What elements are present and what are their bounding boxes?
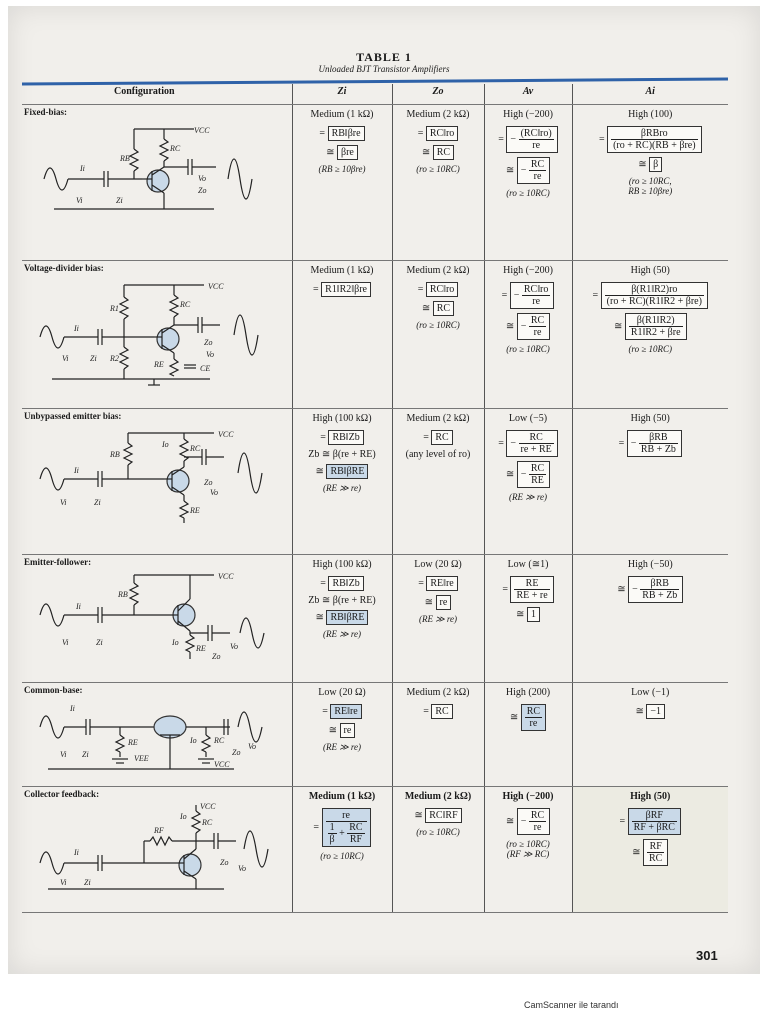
ai-cell: High (50) = − $\frac{\text{βRB}}{RB + Zb}$ xyxy=(572,409,728,555)
zo-cell: Medium (2 kΩ) = RC (any level of ro) xyxy=(392,409,484,555)
label-vi: Vi xyxy=(62,638,69,647)
zi-cell: Low (20 Ω) = RE‖re ≅ re (RE ≫ re) xyxy=(292,683,392,787)
label-ii: Ii xyxy=(70,704,75,713)
table-row xyxy=(22,683,728,787)
config-label: Voltage-divider bias: xyxy=(24,263,104,273)
zo-level: Medium (2 kΩ) xyxy=(406,687,470,698)
label-vi: Vi xyxy=(76,196,83,205)
label-vi: Vi xyxy=(62,354,69,363)
label-zo: Zo xyxy=(204,338,213,347)
label-zi: Zi xyxy=(116,196,123,205)
zi-condition: (RE ≫ re) xyxy=(322,483,362,493)
zi-condition: (RE ≫ re) xyxy=(322,742,362,752)
zi-condition: (RE ≫ re) xyxy=(322,629,362,639)
label-ii: Ii xyxy=(76,602,81,611)
label-rf: RF xyxy=(154,826,164,835)
label-ii: Ii xyxy=(74,848,79,857)
av-condition: (ro ≥ 10RC) xyxy=(506,188,550,198)
av-cell: High (−200) = − $\frac{(RC‖ro)}{re}$ ≅ − $\frac{RC}{re}$ (ro ≥ 10RC) xyxy=(484,105,572,261)
av-approx-num: RC xyxy=(530,463,545,474)
label-rb: RB xyxy=(110,450,120,459)
zi-cell: High (100 kΩ) = RB‖Zb Zb ≅ β(re + RE) ≅ RB‖βRE (RE ≫ re) xyxy=(292,409,392,555)
zo-cell: Medium (2 kΩ) = RC‖ro ≅ RC (ro ≥ 10RC) xyxy=(392,105,484,261)
label-zo: Zo xyxy=(220,858,229,867)
zi-level: Medium (1 kΩ) xyxy=(308,791,376,802)
table-subtitle: Unloaded BJT Transistor Amplifiers xyxy=(318,64,450,74)
config-cell xyxy=(22,105,292,261)
zo-approx: RC xyxy=(433,145,454,160)
label-re: RE xyxy=(128,738,138,747)
fixed-bias-circuit xyxy=(24,119,284,247)
zi-cell: Medium (1 kΩ) = re $\frac{1}{\beta}$ + $\frac{RC}{RF}$ (ro ≥ 10RC) xyxy=(292,787,392,913)
ai-condition-2: RB ≥ 10βre) xyxy=(628,186,673,196)
zo-formula: RC‖ro xyxy=(426,126,458,141)
zi-formula: RB‖Zb xyxy=(328,430,363,445)
config-cell xyxy=(22,683,292,787)
label-vo: Vo xyxy=(210,488,218,497)
header-av: Av xyxy=(484,84,572,105)
av-den: re xyxy=(532,140,541,151)
collector-feedback-circuit xyxy=(24,801,284,893)
label-rb: RB xyxy=(118,590,128,599)
av-cell: High (−200) ≅ − $\frac{RC}{re}$ (ro ≥ 10RC) (RF ≫ RC) xyxy=(484,787,572,913)
av-num: RC xyxy=(519,432,554,444)
ai-level: High (50) xyxy=(630,791,671,802)
zo-cell: Medium (2 kΩ) ≅ RC‖RF (ro ≥ 10RC) xyxy=(392,787,484,913)
zo-formula: RC xyxy=(431,704,452,719)
av-num: RC xyxy=(526,706,541,717)
table-row xyxy=(22,555,728,683)
header-zi: Zi xyxy=(292,84,392,105)
label-ii: Ii xyxy=(74,324,79,333)
av-num: RC‖ro xyxy=(523,284,549,295)
zi-zb-formula: Zb ≅ β(re + RE) xyxy=(308,595,376,606)
ai-level: High (50) xyxy=(630,413,670,424)
label-vcc: VCC xyxy=(200,802,216,811)
zi-approx: βre xyxy=(337,145,358,160)
zo-formula: RC xyxy=(431,430,452,445)
zi-formula: R1‖R2‖βre xyxy=(321,282,371,297)
ai-cell: Low (−1) ≅ −1 xyxy=(572,683,728,787)
zi-den-2n: RC xyxy=(349,822,363,833)
header-configuration: Configuration xyxy=(22,84,292,105)
ai-formula: −1 xyxy=(646,704,665,719)
av-num: RE xyxy=(514,578,549,590)
table-row xyxy=(22,105,728,261)
label-vi: Vi xyxy=(60,498,67,507)
zi-formula: RB‖Zb xyxy=(328,576,363,591)
av-approx: 1 xyxy=(527,607,540,622)
zi-condition: (RB ≥ 10βre) xyxy=(318,164,366,174)
scanned-page xyxy=(8,6,760,974)
av-den: RE + re xyxy=(516,590,548,601)
zo-note: (any level of ro) xyxy=(405,449,471,460)
ai-cell: High (100) = $\frac{\text{βRBro}}{\text{(ro + RC)(RB + βre)}}$ ≅ β (ro ≥ 10RC, RB ≥ 10βre) xyxy=(572,105,728,261)
zo-condition: (ro ≥ 10RC) xyxy=(416,827,460,837)
av-den: re + RE xyxy=(520,444,552,455)
zi-approx: re xyxy=(340,723,356,738)
zo-condition: (RE ≫ re) xyxy=(418,614,458,624)
label-vcc: VCC xyxy=(218,430,234,439)
ai-den: (ro + RC)(RB + βre) xyxy=(613,140,696,151)
zo-formula: RE‖re xyxy=(426,576,457,591)
ai-condition-1: (ro ≥ 10RC, xyxy=(628,176,672,186)
ai-approx: β xyxy=(649,157,662,172)
ai-approx-den: R1‖R2 + βre xyxy=(630,327,681,338)
label-vcc: VCC xyxy=(218,572,234,581)
ai-cell: High (50) = $\frac{\text{βRF}}{\text{RF + βRC}}$ ≅ $\frac{RF}{RC}$ xyxy=(572,787,728,913)
zo-condition: (ro ≥ 10RC) xyxy=(416,164,460,174)
config-label: Emitter-follower: xyxy=(24,557,92,567)
av-level: Low (−5) xyxy=(508,413,548,424)
zo-cell: Medium (2 kΩ) = RC‖ro ≅ RC (ro ≥ 10RC) xyxy=(392,261,484,409)
label-re: RE xyxy=(190,506,200,515)
table-row xyxy=(22,409,728,555)
av-approx-num: RC xyxy=(530,159,545,170)
label-vcc: VCC xyxy=(208,282,224,291)
label-vo: Vo xyxy=(198,174,206,183)
ai-cell: High (−50) ≅ − $\frac{\text{βRB}}{RB + Zb}$ xyxy=(572,555,728,683)
av-cell: Low (≅1) = $\frac{RE}{RE + re}$ ≅ 1 xyxy=(484,555,572,683)
zo-level: Medium (2 kΩ) xyxy=(406,109,470,120)
label-zo: Zo xyxy=(204,478,213,487)
ai-level: High (50) xyxy=(630,265,670,276)
zo-formula: RC‖RF xyxy=(425,808,461,823)
ai-approx-num: β(R1‖R2) xyxy=(629,315,683,327)
zi-level: Medium (1 kΩ) xyxy=(310,109,374,120)
label-zi: Zi xyxy=(84,878,91,887)
av-den: re xyxy=(529,718,538,729)
ai-level: High (100) xyxy=(628,109,673,120)
label-ii: Ii xyxy=(74,466,79,475)
label-rc: RC xyxy=(190,444,201,453)
config-cell xyxy=(22,261,292,409)
zi-formula: RE‖re xyxy=(330,704,361,719)
label-vee: VEE xyxy=(134,754,149,763)
page-number: 301 xyxy=(696,948,718,963)
ai-den: (ro + RC)(R1‖R2 + βre) xyxy=(606,296,702,307)
av-condition-2: (RF ≫ RC) xyxy=(506,849,550,859)
label-io: Io xyxy=(180,812,187,821)
ai-num: βRB xyxy=(639,432,678,444)
av-approx-den: re xyxy=(533,327,542,338)
config-label: Unbypassed emitter bias: xyxy=(24,411,122,421)
config-cell xyxy=(22,787,292,913)
zi-cell: Medium (1 kΩ) = RB‖βre ≅ βre (RB ≥ 10βre) xyxy=(292,105,392,261)
label-vcc: VCC xyxy=(214,760,230,769)
ai-level: High (−50) xyxy=(627,559,673,570)
av-approx-num: RC xyxy=(530,315,545,326)
label-zi: Zi xyxy=(90,354,97,363)
label-rc: RC xyxy=(202,818,213,827)
config-label: Fixed-bias: xyxy=(24,107,68,117)
label-r1: R1 xyxy=(110,304,119,313)
table-title: TABLE 1 xyxy=(356,50,412,64)
header-zo: Zo xyxy=(392,84,484,105)
av-level: High (−200) xyxy=(503,265,553,276)
config-cell xyxy=(22,409,292,555)
label-ce: CE xyxy=(200,364,211,373)
label-re: RE xyxy=(196,644,206,653)
av-level: High (−200) xyxy=(503,109,553,120)
av-approx-den: re xyxy=(533,171,542,182)
zi-approx: RB‖βRE xyxy=(326,610,368,625)
zo-approx: RC xyxy=(433,301,454,316)
zo-cell: Low (20 Ω) = RE‖re ≅ re (RE ≫ re) xyxy=(392,555,484,683)
label-ii: Ii xyxy=(80,164,85,173)
zi-den-1n: 1 xyxy=(328,822,337,834)
zo-approx: re xyxy=(436,595,452,610)
label-io: Io xyxy=(162,440,169,449)
ai-den: RB + Zb xyxy=(640,444,676,455)
label-vcc: VCC xyxy=(194,126,210,135)
config-cell xyxy=(22,555,292,683)
label-rc: RC xyxy=(170,144,181,153)
amplifier-table xyxy=(22,84,728,913)
label-vi: Vi xyxy=(60,750,67,759)
av-den: re xyxy=(532,296,541,307)
zi-den-1d: β xyxy=(329,834,335,845)
zi-condition: (ro ≥ 10RC) xyxy=(320,851,364,861)
av-level: High (200) xyxy=(505,687,551,698)
label-io: Io xyxy=(172,638,179,647)
zi-formula: RB‖βre xyxy=(328,126,365,141)
ai-den: RF + βRC xyxy=(633,822,675,833)
table-row xyxy=(22,787,728,913)
av-condition: (ro ≥ 10RC) xyxy=(506,344,550,354)
zi-cell: High (100 kΩ) = RB‖Zb Zb ≅ β(re + RE) ≅ RB‖βRE (RE ≫ re) xyxy=(292,555,392,683)
label-rc: RC xyxy=(214,736,225,745)
zi-approx: RB‖βRE xyxy=(326,464,368,479)
av-den: re xyxy=(533,822,542,833)
av-num: (RC‖ro) xyxy=(520,128,552,139)
label-io: Io xyxy=(190,736,197,745)
zo-condition: (ro ≥ 10RC) xyxy=(416,320,460,330)
common-base-circuit xyxy=(24,697,284,777)
table-row xyxy=(22,261,728,409)
ai-condition: (ro ≥ 10RC) xyxy=(628,344,673,354)
label-zi: Zi xyxy=(96,638,103,647)
zi-level: Low (20 Ω) xyxy=(318,687,366,698)
ai-num: βRF xyxy=(632,810,677,822)
label-zo: Zo xyxy=(212,652,221,661)
label-vo: Vo xyxy=(230,642,238,651)
zo-level: Medium (2 kΩ) xyxy=(404,791,472,802)
av-cell: High (−200) = − $\frac{RC‖ro}{re}$ ≅ − $\frac{RC}{re}$ (ro ≥ 10RC) xyxy=(484,261,572,409)
header-ai: Ai xyxy=(572,84,728,105)
zi-num: re xyxy=(326,810,367,822)
label-re: RE xyxy=(154,360,164,369)
voltage-divider-circuit xyxy=(24,275,284,397)
label-zi: Zi xyxy=(82,750,89,759)
zi-cell: Medium (1 kΩ) = R1‖R2‖βre xyxy=(292,261,392,409)
ai-num: βRBro xyxy=(611,128,697,140)
label-vo: Vo xyxy=(238,864,246,873)
label-vo: Vo xyxy=(248,742,256,751)
zo-level: Low (20 Ω) xyxy=(414,559,462,570)
zi-level: High (100 kΩ) xyxy=(312,559,372,570)
scanner-watermark: CamScanner ile tarandı xyxy=(524,1000,619,1010)
label-rc: RC xyxy=(180,300,191,309)
av-condition-1: (ro ≥ 10RC) xyxy=(506,839,550,849)
ai-den: RB + Zb xyxy=(642,590,678,601)
av-approx-den: RE xyxy=(531,475,544,486)
zi-den-2d: RF xyxy=(349,834,363,845)
ai-num: β(R1‖R2)ro xyxy=(605,284,704,296)
zo-formula: RC‖ro xyxy=(426,282,458,297)
config-label: Collector feedback: xyxy=(24,789,100,799)
ai-cell: High (50) = $\frac{\beta(R1‖R2)ro}{\text{(ro + RC)(R1‖R2 + βre)}}$ ≅ $\frac{\beta(R1‖R2)}{\text{R1‖R2 + βre}}$ (ro ≥ 10RC) xyxy=(572,261,728,409)
label-zo: Zo xyxy=(198,186,207,195)
config-label: Common-base: xyxy=(24,685,83,695)
av-condition: (RE ≫ re) xyxy=(508,492,548,502)
zi-zb-formula: Zb ≅ β(re + RE) xyxy=(308,449,376,460)
ai-num: βRB xyxy=(640,578,679,590)
label-vo: Vo xyxy=(206,350,214,359)
label-zi: Zi xyxy=(94,498,101,507)
zo-level: Medium (2 kΩ) xyxy=(406,413,470,424)
av-level: Low (≅1) xyxy=(507,559,549,570)
av-cell: High (200) ≅ $\frac{RC}{re}$ xyxy=(484,683,572,787)
ai-level: Low (−1) xyxy=(631,687,670,698)
label-vi: Vi xyxy=(60,878,67,887)
emitter-follower-circuit xyxy=(24,569,284,665)
zo-level: Medium (2 kΩ) xyxy=(406,265,470,276)
av-level: High (−200) xyxy=(502,791,554,802)
header-row xyxy=(22,84,728,105)
av-num: RC xyxy=(530,810,545,821)
zo-cell: Medium (2 kΩ) = RC xyxy=(392,683,484,787)
ai-approx-num: RF xyxy=(647,841,664,853)
unbypassed-emitter-circuit xyxy=(24,423,284,533)
label-rb: RB xyxy=(120,154,130,163)
av-cell: Low (−5) = − $\frac{RC}{re + RE}$ ≅ − $\frac{RC}{RE}$ (RE ≫ re) xyxy=(484,409,572,555)
zi-level: Medium (1 kΩ) xyxy=(310,265,374,276)
zi-level: High (100 kΩ) xyxy=(312,413,372,424)
label-r2: R2 xyxy=(110,354,119,363)
label-zo: Zo xyxy=(232,748,241,757)
ai-approx-den: RC xyxy=(649,853,663,864)
